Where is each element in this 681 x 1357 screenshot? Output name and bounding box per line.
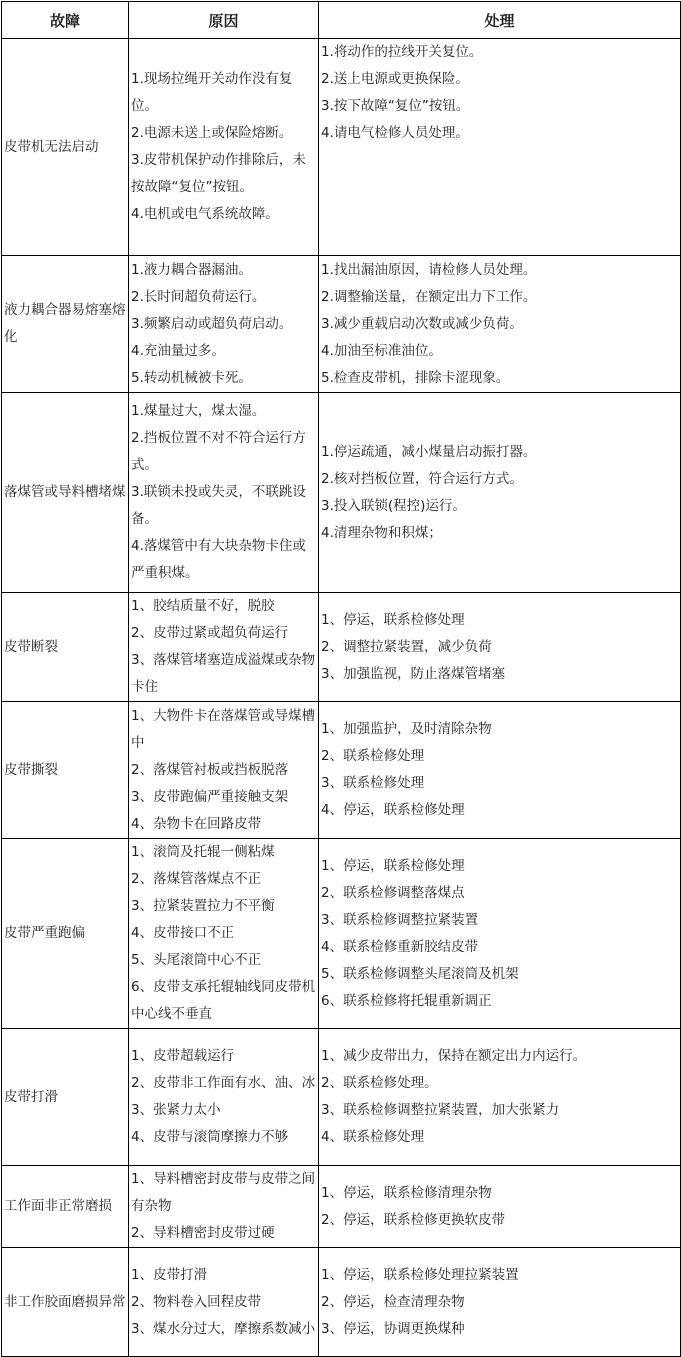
- fault-table: [1, 1, 681, 1357]
- header-fix: 处理: [319, 2, 681, 39]
- fix-item: 3.按下故障“复位”按钮。: [321, 98, 470, 114]
- cause-cell: [129, 1166, 319, 1248]
- fix-item: 4.请电气检修人员处理。: [321, 125, 469, 141]
- cause-item: 3、煤水分过大，摩擦系数减小: [131, 1320, 316, 1337]
- table-row: [2, 702, 681, 839]
- fix-cell: [319, 393, 681, 593]
- fix-item: 2、调整拉紧装置，减少负荷: [321, 638, 492, 655]
- cause-cell: [129, 39, 319, 256]
- fault-cell: 落煤管或导料槽堵煤: [2, 393, 129, 593]
- table-row: [2, 1166, 681, 1248]
- cause-item: 1.现场拉绳开关动作没有复位。: [131, 71, 293, 114]
- cause-item: 3.联锁未投或失灵，不联跳设备。: [131, 484, 306, 527]
- cause-item: 1、大物件卡在落煤管或导煤槽中: [131, 707, 316, 751]
- fix-item: 1、停运，联系检修清理杂物: [321, 1184, 492, 1201]
- fix-item: 2.送上电源或更换保险。: [321, 71, 469, 87]
- fix-item: 2、联系检修处理: [321, 748, 425, 764]
- cause-item: 2、落煤管落煤点不正: [131, 871, 262, 887]
- table-row: [2, 1029, 681, 1166]
- cause-cell: [129, 1248, 319, 1357]
- cause-item: 1.液力耦合器漏油。: [131, 261, 252, 278]
- cause-item: 1、导料槽密封皮带与皮带之间有杂物: [131, 1171, 316, 1214]
- cause-item: 3.皮带机保护动作排除后，未按故障“复位”按钮。: [131, 152, 306, 195]
- cause-cell: [129, 839, 319, 1029]
- cause-item: 3、张紧力太小: [131, 1102, 221, 1118]
- fix-item: 2、停运，检查清理杂物: [321, 1293, 465, 1310]
- cause-item: 2、皮带非工作面有水、油、冰: [131, 1075, 316, 1091]
- cause-item: 5、头尾滚筒中心不正: [131, 952, 262, 968]
- cause-item: 1、皮带打滑: [131, 1266, 208, 1283]
- fix-cell: [319, 1166, 681, 1248]
- fix-item: 5.检查皮带机，排除卡涩现象。: [321, 369, 510, 386]
- fix-item: 1、停运，联系检修处理: [321, 857, 465, 874]
- cause-item: 3.频繁启动或超负荷启动。: [131, 315, 293, 332]
- fix-item: 1、减少皮带出力，保持在额定出力内运行。: [321, 1048, 587, 1064]
- cause-item: 5.转动机械被卡死。: [131, 369, 252, 386]
- cause-item: 1、滚筒及托辊一侧粘煤: [131, 844, 275, 860]
- cause-item: 2、落煤管衬板或挡板脱落: [131, 761, 289, 778]
- fault-cell: 液力耦合器易熔塞熔化: [2, 256, 129, 393]
- table-row: [2, 839, 681, 1029]
- fix-item: 4、联系检修重新胶结皮带: [321, 938, 479, 955]
- cause-cell: [129, 256, 319, 393]
- fix-item: 4、停运，联系检修处理: [321, 802, 465, 818]
- fault-cell: 皮带撕裂: [2, 702, 129, 839]
- fix-item: 2.调整输送量，在额定出力下工作。: [321, 288, 537, 305]
- fix-item: 2、联系检修调整落煤点: [321, 884, 465, 901]
- cause-item: 1、皮带超载运行: [131, 1048, 235, 1064]
- fix-item: 3、联系检修调整拉紧装置: [321, 911, 479, 928]
- fault-cell: 非工作胶面磨损异常: [2, 1248, 129, 1357]
- cause-cell: [129, 702, 319, 839]
- fix-item: 3.减少重载启动次数或减少负荷。: [321, 315, 523, 332]
- header-row: [2, 2, 681, 39]
- fix-item: 3、加强监视，防止落煤管堵塞: [321, 665, 506, 682]
- fix-item: 5、联系检修调整头尾滚筒及机架: [321, 965, 519, 982]
- cause-item: 2、导料槽密封皮带过硬: [131, 1225, 275, 1241]
- table-row: [2, 593, 681, 702]
- table-row: [2, 393, 681, 593]
- cause-item: 4、皮带与滚筒摩擦力不够: [131, 1129, 289, 1145]
- fix-item: 3、联系检修处理: [321, 775, 425, 791]
- fix-cell: [319, 1248, 681, 1357]
- cause-cell: [129, 1029, 319, 1166]
- cause-item: 2.长时间超负荷运行。: [131, 288, 266, 305]
- header-cause: 原因: [129, 2, 319, 39]
- fix-cell: [319, 839, 681, 1029]
- cause-item: 3、皮带跑偏严重接触支架: [131, 788, 289, 805]
- cause-item: 2.挡板位置不对不符合运行方式。: [131, 430, 306, 473]
- cause-item: 4.充油量过多。: [131, 342, 225, 359]
- fix-item: 3、联系检修调整拉紧装置，加大张紧力: [321, 1102, 560, 1118]
- fix-item: 1、加强监护，及时清除杂物: [321, 721, 492, 737]
- cause-item: 4.电机或电气系统故障。: [131, 206, 279, 222]
- fix-item: 4.加油至标准油位。: [321, 342, 442, 359]
- cause-item: 1、胶结质量不好，脱胶: [131, 598, 275, 614]
- cause-item: 3、落煤管堵塞造成溢煤或杂物卡住: [131, 652, 316, 695]
- fix-item: 1.将动作的拉线开关复位。: [321, 44, 483, 60]
- table-row: [2, 39, 681, 256]
- fix-item: 4、联系检修处理: [321, 1129, 425, 1145]
- fault-cell: 皮带断裂: [2, 593, 129, 702]
- fix-item: 6、联系检修将托辊重新调正: [321, 992, 492, 1009]
- table-row: [2, 256, 681, 393]
- cause-item: 1.煤量过大，煤太湿。: [131, 403, 266, 419]
- cause-cell: [129, 593, 319, 702]
- cause-item: 3、拉紧装置拉力不平衡: [131, 898, 275, 914]
- cause-item: 6、皮带支承托辊轴线同皮带机中心线不垂直: [131, 979, 316, 1022]
- fix-item: 4.清理杂物和积煤；: [321, 524, 442, 541]
- fix-cell: [319, 39, 681, 256]
- fix-item: 1、停运，联系检修处理拉紧装置: [321, 1266, 519, 1283]
- cause-cell: [129, 393, 319, 593]
- table-row: [2, 1248, 681, 1357]
- header-fault: 故障: [2, 2, 129, 39]
- fault-cell: 皮带打滑: [2, 1029, 129, 1166]
- fix-cell: [319, 702, 681, 839]
- fix-item: 1、停运，联系检修处理: [321, 611, 465, 628]
- fault-cell: 皮带严重跑偏: [2, 839, 129, 1029]
- fix-item: 2.核对挡板位置，符合运行方式。: [321, 470, 523, 487]
- fix-cell: [319, 593, 681, 702]
- fault-cell: 皮带机无法启动: [2, 39, 129, 256]
- cause-item: 4、皮带接口不正: [131, 925, 235, 941]
- cause-item: 4、杂物卡在回路皮带: [131, 815, 262, 832]
- fix-item: 2、停运，联系检修更换软皮带: [321, 1211, 506, 1228]
- fix-item: 2、联系检修处理。: [321, 1075, 438, 1091]
- cause-item: 4.落煤管中有大块杂物卡住或严重积煤。: [131, 538, 306, 581]
- fix-item: 3.投入联锁(程控)运行。: [321, 497, 466, 514]
- fix-item: 1.找出漏油原因，请检修人员处理。: [321, 261, 537, 278]
- fix-cell: [319, 256, 681, 393]
- fix-item: 1.停运疏通，减小煤量启动振打器。: [321, 443, 537, 460]
- fix-item: 3、停运，协调更换煤种: [321, 1320, 465, 1337]
- cause-item: 2、物料卷入回程皮带: [131, 1293, 262, 1310]
- cause-item: 2.电源未送上或保险熔断。: [131, 125, 293, 141]
- fault-cell: 工作面非正常磨损: [2, 1166, 129, 1248]
- fix-cell: [319, 1029, 681, 1166]
- cause-item: 2、皮带过紧或超负荷运行: [131, 625, 289, 641]
